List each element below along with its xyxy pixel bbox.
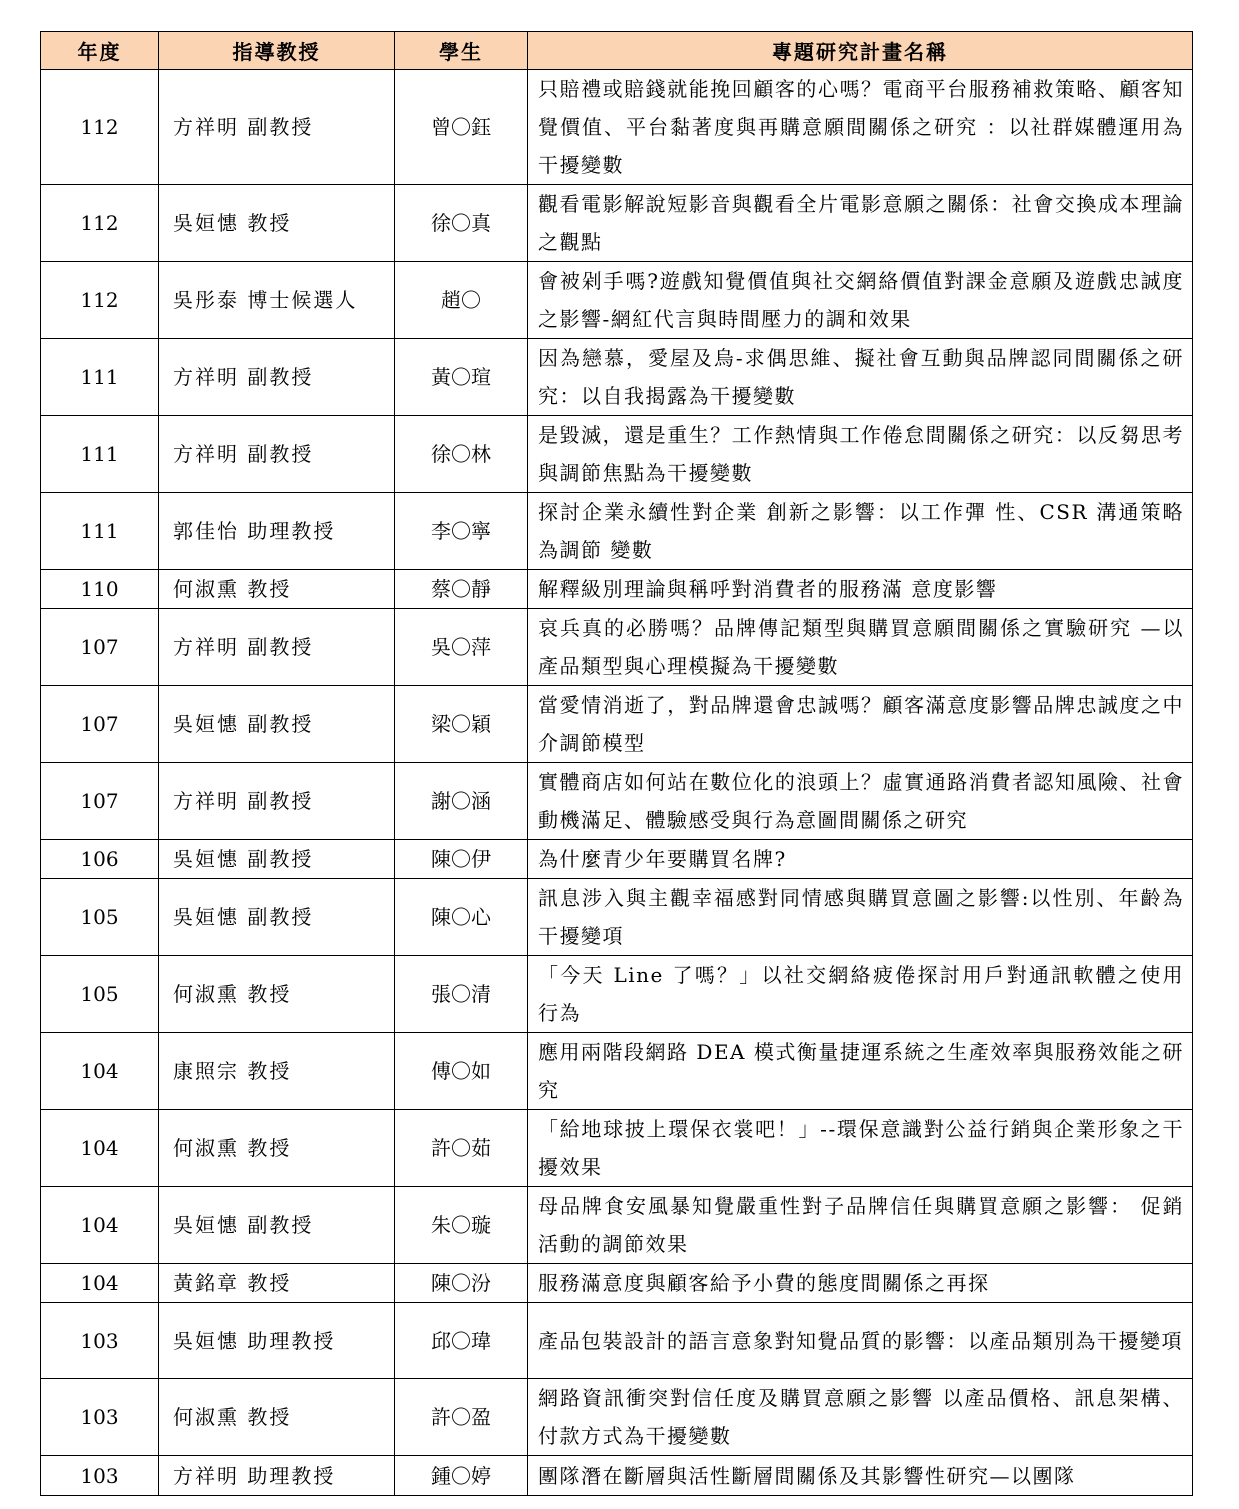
row-year: 105	[41, 956, 159, 1033]
table-row	[41, 416, 1193, 493]
table-row	[41, 956, 1193, 1033]
table-row	[41, 686, 1193, 763]
row-year: 106	[41, 840, 159, 879]
row-student: 徐〇林	[395, 416, 528, 493]
row-student: 曾〇鈺	[395, 70, 528, 185]
table-body	[41, 70, 1193, 1496]
row-year: 111	[41, 493, 159, 570]
row-advisor: 方祥明 副教授	[159, 609, 395, 686]
row-year: 104	[41, 1264, 159, 1303]
research-projects-table	[40, 31, 1193, 1496]
row-advisor: 吳姮憓 副教授	[159, 879, 395, 956]
row-year: 110	[41, 570, 159, 609]
row-title: 當愛情消逝了，對品牌還會忠誠嗎？顧客滿意度影響品牌忠誠度之中介調節模型	[528, 686, 1193, 763]
row-year: 103	[41, 1303, 159, 1379]
row-title: 因為戀慕，愛屋及烏-求偶思維、擬社會互動與品牌認同間關係之研究：以自我揭露為干擾變數	[528, 339, 1193, 416]
table-header	[41, 32, 1193, 70]
row-advisor: 何淑熏 教授	[159, 1379, 395, 1456]
row-title: 為什麼青少年要購買名牌?	[528, 840, 1193, 879]
row-title: 團隊潛在斷層與活性斷層間關係及其影響性研究—以團隊	[528, 1456, 1193, 1496]
row-student: 謝〇涵	[395, 763, 528, 840]
table-row	[41, 1187, 1193, 1264]
row-year: 112	[41, 185, 159, 262]
row-year: 105	[41, 879, 159, 956]
row-advisor: 吳姮憓 教授	[159, 185, 395, 262]
row-advisor: 吳姮憓 助理教授	[159, 1303, 395, 1379]
header-row	[41, 32, 1193, 70]
row-advisor: 黃銘章 教授	[159, 1264, 395, 1303]
row-title: 產品包裝設計的語言意象對知覺品質的影響：以產品類別為干擾變項	[528, 1303, 1193, 1379]
row-year: 104	[41, 1187, 159, 1264]
row-year: 103	[41, 1379, 159, 1456]
table-row	[41, 1379, 1193, 1456]
row-year: 107	[41, 763, 159, 840]
row-advisor: 吳彤泰 博士候選人	[159, 262, 395, 339]
row-title: 「給地球披上環保衣裳吧！」--環保意識對公益行銷與企業形象之干擾效果	[528, 1110, 1193, 1187]
row-advisor: 吳姮憓 副教授	[159, 686, 395, 763]
table-row	[41, 262, 1193, 339]
row-year: 107	[41, 609, 159, 686]
header-advisor: 指導教授	[159, 32, 395, 70]
row-student: 徐〇真	[395, 185, 528, 262]
table-row	[41, 609, 1193, 686]
row-year: 111	[41, 339, 159, 416]
table-row	[41, 185, 1193, 262]
row-year: 112	[41, 262, 159, 339]
row-student: 黃〇瑄	[395, 339, 528, 416]
row-advisor: 何淑熏 教授	[159, 1110, 395, 1187]
table-row	[41, 1033, 1193, 1110]
row-student: 張〇清	[395, 956, 528, 1033]
table-row	[41, 763, 1193, 840]
row-student: 鍾〇婷	[395, 1456, 528, 1496]
row-student: 陳〇汾	[395, 1264, 528, 1303]
row-student: 梁〇穎	[395, 686, 528, 763]
header-title: 專題研究計畫名稱	[528, 32, 1193, 70]
row-student: 陳〇心	[395, 879, 528, 956]
row-advisor: 方祥明 助理教授	[159, 1456, 395, 1496]
table-row	[41, 1456, 1193, 1496]
row-year: 107	[41, 686, 159, 763]
row-student: 吳〇萍	[395, 609, 528, 686]
table-row	[41, 840, 1193, 879]
table-row	[41, 493, 1193, 570]
row-title: 觀看電影解說短影音與觀看全片電影意願之關係：社會交換成本理論之觀點	[528, 185, 1193, 262]
row-year: 103	[41, 1456, 159, 1496]
row-title: 是毀滅，還是重生？工作熱情與工作倦怠間關係之研究：以反芻思考與調節焦點為干擾變數	[528, 416, 1193, 493]
row-title: 實體商店如何站在數位化的浪頭上？虛實通路消費者認知風險、社會動機滿足、體驗感受與行為意圖間關係之研究	[528, 763, 1193, 840]
row-student: 許〇茹	[395, 1110, 528, 1187]
row-title: 「今天 Line 了嗎？」以社交網絡疲倦探討用戶對通訊軟體之使用行為	[528, 956, 1193, 1033]
row-advisor: 康照宗 教授	[159, 1033, 395, 1110]
row-advisor: 何淑熏 教授	[159, 956, 395, 1033]
row-student: 蔡〇靜	[395, 570, 528, 609]
row-advisor: 方祥明 副教授	[159, 70, 395, 185]
row-advisor: 方祥明 副教授	[159, 763, 395, 840]
table-row	[41, 1303, 1193, 1379]
row-title: 網路資訊衝突對信任度及購買意願之影響 以產品價格、訊息架構、付款方式為干擾變數	[528, 1379, 1193, 1456]
row-advisor: 吳姮憓 副教授	[159, 1187, 395, 1264]
row-advisor: 何淑熏 教授	[159, 570, 395, 609]
row-advisor: 方祥明 副教授	[159, 339, 395, 416]
table-row	[41, 70, 1193, 185]
row-title: 訊息涉入與主觀幸福感對同情感與購買意圖之影響:以性別、年齡為干擾變項	[528, 879, 1193, 956]
row-title: 哀兵真的必勝嗎？品牌傳記類型與購買意願間關係之實驗研究 —以產品類型與心理模擬為干擾變數	[528, 609, 1193, 686]
row-student: 許〇盈	[395, 1379, 528, 1456]
table-row	[41, 339, 1193, 416]
row-title: 應用兩階段網路 DEA 模式衡量捷運系統之生產效率與服務效能之研究	[528, 1033, 1193, 1110]
row-year: 104	[41, 1110, 159, 1187]
row-title: 探討企業永續性對企業 創新之影響：以工作彈 性、CSR 溝通策略為調節 變數	[528, 493, 1193, 570]
row-student: 李〇寧	[395, 493, 528, 570]
table-row	[41, 570, 1193, 609]
table-row	[41, 1264, 1193, 1303]
row-student: 趙〇	[395, 262, 528, 339]
table-row	[41, 1110, 1193, 1187]
row-student: 邱〇瑋	[395, 1303, 528, 1379]
header-student: 學生	[395, 32, 528, 70]
row-title: 會被剁手嗎?遊戲知覺價值與社交網絡價值對課金意願及遊戲忠誠度之影響-網紅代言與時間壓力的調和效果	[528, 262, 1193, 339]
row-year: 111	[41, 416, 159, 493]
row-title: 只賠禮或賠錢就能挽回顧客的心嗎？電商平台服務補救策略、顧客知覺價值、平台黏著度與再購意願間關係之研究 ：以社群媒體運用為干擾變數	[528, 70, 1193, 185]
table-row	[41, 879, 1193, 956]
row-student: 朱〇璇	[395, 1187, 528, 1264]
row-title: 母品牌食安風暴知覺嚴重性對子品牌信任與購買意願之影響： 促銷活動的調節效果	[528, 1187, 1193, 1264]
row-student: 傅〇如	[395, 1033, 528, 1110]
row-advisor: 郭佳怡 助理教授	[159, 493, 395, 570]
row-year: 112	[41, 70, 159, 185]
row-year: 104	[41, 1033, 159, 1110]
row-title: 解釋級別理論與稱呼對消費者的服務滿 意度影響	[528, 570, 1193, 609]
row-title: 服務滿意度與顧客給予小費的態度間關係之再探	[528, 1264, 1193, 1303]
row-advisor: 方祥明 副教授	[159, 416, 395, 493]
header-year: 年度	[41, 32, 159, 70]
row-advisor: 吳姮憓 副教授	[159, 840, 395, 879]
row-student: 陳〇伊	[395, 840, 528, 879]
